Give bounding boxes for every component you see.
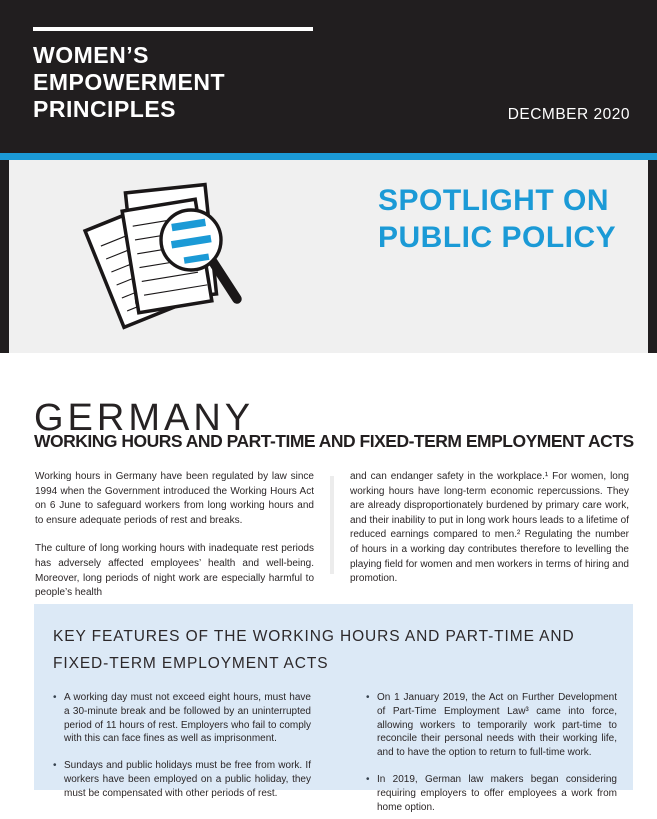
masthead-title-line1: WOMEN’S	[33, 42, 149, 68]
spotlight-title-line2: PUBLIC POLICY	[378, 221, 617, 254]
masthead-rule	[33, 27, 313, 31]
intro-paragraph: The culture of long working hours with inadequate rest periods has adversely affected employees’ health and well-being. Moreover, long periods of night work are especially harmful to people’s health	[35, 543, 314, 599]
spotlight-title-line1: SPOTLIGHT ON	[378, 184, 609, 217]
issue-date: DECMBER 2020	[507, 106, 630, 123]
list-item: • On 1 January 2019, the Act on Further Development of Part-Time Employment Law³ came into force, allowing workers to temporarily work part-time to reconcile their personal needs with their working life, and to have the option to return to full-time work.	[366, 691, 617, 760]
accent-bar	[0, 153, 657, 160]
key-features-list-right	[366, 691, 617, 814]
documents-magnifier-illustration	[75, 173, 275, 345]
intro-column-right	[350, 470, 629, 601]
spotlight-title	[378, 182, 616, 256]
intro-paragraph: and can endanger safety in the workplace.¹ For women, long working hours have long-term economic repercussions. They are already disproportionately burdened by primary care work, and their inability to put in long work hours leads to a lifetime of reduced earnings compared to men.² Regulating the number of hours in a working day contributes therefore to levelling the playing field for women and men workers in terms of hiring and promotion.	[350, 471, 629, 585]
key-features-heading: KEY FEATURES OF THE WORKING HOURS AND PART-TIME AND FIXED-TERM EMPLOYMENT ACTS	[53, 628, 575, 672]
masthead-title-line3: PRINCIPLES	[33, 96, 177, 122]
spotlight-panel	[9, 160, 648, 353]
article-subtitle: WORKING HOURS AND PART-TIME AND FIXED-TERM EMPLOYMENT ACTS	[34, 431, 634, 451]
masthead-title-line2: EMPOWERMENT	[33, 69, 226, 95]
intro-column-left	[35, 470, 314, 601]
list-item: • A working day must not exceed eight hours, must have a 30-minute break and be followed by an uninterrupted period of 11 hours of rest. Employers who fail to comply with this can face fines as well as imprisonment.	[53, 691, 311, 746]
key-features-list-left	[53, 691, 311, 814]
key-features-box	[34, 604, 633, 813]
list-item: • Sundays and public holidays must be free from work. If workers have been employed on a public holiday, they must be compensated with other periods of rest.	[53, 759, 311, 800]
intro-paragraph: Working hours in Germany have been regulated by law since 1994 when the Government introduced the Working Hours Act on 6 June to safeguard workers from long working hours and to ensure adequate periods of rest and breaks.	[35, 471, 314, 526]
masthead-title	[33, 42, 225, 123]
list-item: • In 2019, German law makers began considering requiring employers to offer employees a work from home option.	[366, 773, 617, 814]
country-title: GERMANY	[34, 397, 255, 439]
column-divider	[330, 476, 334, 574]
key-features-columns	[53, 691, 617, 814]
